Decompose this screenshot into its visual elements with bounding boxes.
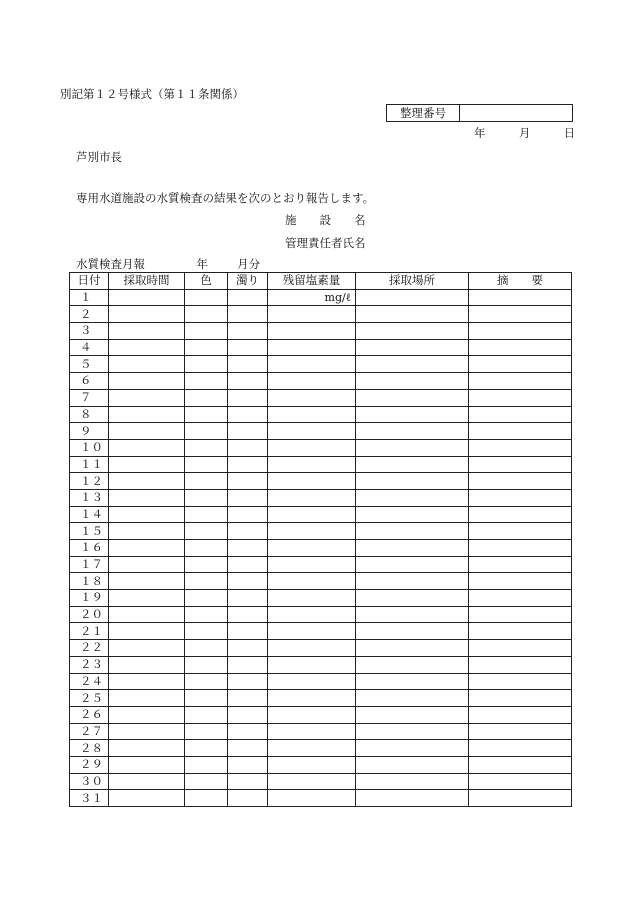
table-row — [70, 756, 572, 773]
day-number: ２１ — [70, 623, 109, 640]
color-cell[interactable] — [185, 623, 228, 640]
facility-name-label: 施 設 名 — [285, 213, 366, 227]
table-row — [70, 389, 572, 406]
header-turbidity: 濁り — [228, 273, 268, 290]
remarks-cell[interactable] — [469, 690, 572, 707]
sampling-time-cell[interactable] — [109, 506, 185, 523]
day-number: １６ — [70, 540, 109, 557]
residual-chlorine-cell[interactable] — [268, 339, 356, 356]
residual-chlorine-cell[interactable] — [268, 389, 356, 406]
day-number: ６ — [70, 373, 109, 390]
turbidity-cell[interactable] — [228, 523, 268, 540]
sampling-time-cell[interactable] — [109, 623, 185, 640]
day-number: ４ — [70, 339, 109, 356]
manager-name-label: 管理責任者氏名 — [285, 236, 366, 250]
day-number: １２ — [70, 473, 109, 490]
turbidity-cell[interactable] — [228, 773, 268, 790]
turbidity-cell[interactable] — [228, 439, 268, 456]
turbidity-cell[interactable] — [228, 606, 268, 623]
day-number: ２９ — [70, 756, 109, 773]
color-cell[interactable] — [185, 640, 228, 657]
table-row — [70, 573, 572, 590]
sampling-location-cell[interactable] — [356, 656, 469, 673]
sampling-time-cell[interactable] — [109, 740, 185, 757]
remarks-cell[interactable] — [469, 623, 572, 640]
sampling-location-cell[interactable] — [356, 389, 469, 406]
day-number: ９ — [70, 423, 109, 440]
table-row — [70, 690, 572, 707]
sampling-location-cell[interactable] — [356, 540, 469, 557]
remarks-cell[interactable] — [469, 356, 572, 373]
addressee: 芦別市長 — [76, 150, 122, 164]
table-row — [70, 506, 572, 523]
sampling-location-cell[interactable] — [356, 456, 469, 473]
sampling-time-cell[interactable] — [109, 573, 185, 590]
residual-chlorine-cell[interactable] — [268, 373, 356, 390]
sampling-time-cell[interactable] — [109, 389, 185, 406]
day-number: ５ — [70, 356, 109, 373]
sampling-time-cell[interactable] — [109, 323, 185, 340]
table-row — [70, 673, 572, 690]
day-number: １８ — [70, 573, 109, 590]
color-cell[interactable] — [185, 506, 228, 523]
residual-chlorine-cell[interactable] — [268, 439, 356, 456]
color-cell[interactable] — [185, 389, 228, 406]
turbidity-cell[interactable] — [228, 706, 268, 723]
remarks-cell[interactable] — [469, 740, 572, 757]
day-number: ３１ — [70, 790, 109, 807]
residual-chlorine-cell[interactable] — [268, 790, 356, 807]
report-title — [76, 256, 260, 272]
sampling-location-cell[interactable] — [356, 489, 469, 506]
sampling-time-cell[interactable] — [109, 606, 185, 623]
remarks-cell[interactable] — [469, 656, 572, 673]
date-line — [474, 125, 575, 141]
color-cell[interactable] — [185, 323, 228, 340]
sampling-time-cell[interactable] — [109, 640, 185, 657]
day-number: ７ — [70, 389, 109, 406]
sampling-time-cell[interactable] — [109, 306, 185, 323]
sampling-time-cell[interactable] — [109, 356, 185, 373]
color-cell[interactable] — [185, 590, 228, 607]
sampling-time-cell[interactable] — [109, 373, 185, 390]
turbidity-cell[interactable] — [228, 673, 268, 690]
day-number: ２５ — [70, 690, 109, 707]
remarks-cell[interactable] — [469, 540, 572, 557]
remarks-cell[interactable] — [469, 339, 572, 356]
table-row — [70, 556, 572, 573]
turbidity-cell[interactable] — [228, 590, 268, 607]
turbidity-cell[interactable] — [228, 306, 268, 323]
sampling-time-cell[interactable] — [109, 406, 185, 423]
color-cell[interactable] — [185, 690, 228, 707]
sampling-location-cell[interactable] — [356, 306, 469, 323]
sampling-time-cell[interactable] — [109, 439, 185, 456]
turbidity-cell[interactable] — [228, 473, 268, 490]
sampling-location-cell[interactable] — [356, 673, 469, 690]
turbidity-cell[interactable] — [228, 540, 268, 557]
residual-chlorine-cell[interactable] — [268, 573, 356, 590]
sampling-time-cell[interactable] — [109, 673, 185, 690]
table-row — [70, 656, 572, 673]
remarks-cell[interactable] — [469, 439, 572, 456]
residual-chlorine-cell[interactable] — [268, 356, 356, 373]
turbidity-cell[interactable] — [228, 389, 268, 406]
table-row — [70, 590, 572, 607]
registration-number-label: 整理番号 — [387, 105, 460, 122]
color-cell[interactable] — [185, 439, 228, 456]
residual-chlorine-cell[interactable] — [268, 489, 356, 506]
residual-chlorine-cell[interactable] — [268, 406, 356, 423]
turbidity-cell[interactable] — [228, 506, 268, 523]
color-cell[interactable] — [185, 423, 228, 440]
color-cell[interactable] — [185, 606, 228, 623]
table-row — [70, 489, 572, 506]
report-title-label: 水質検査月報 — [76, 257, 145, 271]
report-year-label: 年 — [196, 257, 208, 271]
sampling-time-cell[interactable] — [109, 473, 185, 490]
day-number: １１ — [70, 456, 109, 473]
header-sampling-location: 採取場所 — [356, 273, 469, 290]
remarks-cell[interactable] — [469, 606, 572, 623]
day-number: ２ — [70, 306, 109, 323]
sampling-location-cell[interactable] — [356, 289, 469, 306]
color-cell[interactable] — [185, 673, 228, 690]
sampling-location-cell[interactable] — [356, 640, 469, 657]
color-cell[interactable] — [185, 556, 228, 573]
sampling-location-cell[interactable] — [356, 740, 469, 757]
sampling-location-cell[interactable] — [356, 406, 469, 423]
day-number: １４ — [70, 506, 109, 523]
header-date: 日付 — [70, 273, 109, 290]
remarks-cell[interactable] — [469, 506, 572, 523]
color-cell[interactable] — [185, 289, 228, 306]
registration-number-field[interactable] — [460, 105, 573, 122]
sampling-location-cell[interactable] — [356, 573, 469, 590]
sampling-location-cell[interactable] — [356, 723, 469, 740]
residual-chlorine-cell[interactable] — [268, 706, 356, 723]
header-color: 色 — [185, 273, 228, 290]
day-number: １ — [70, 289, 109, 306]
sampling-time-cell[interactable] — [109, 339, 185, 356]
remarks-cell[interactable] — [469, 573, 572, 590]
table-row — [70, 339, 572, 356]
residual-chlorine-cell[interactable] — [268, 606, 356, 623]
day-number: ２８ — [70, 740, 109, 757]
sampling-time-cell[interactable] — [109, 540, 185, 557]
turbidity-cell[interactable] — [228, 640, 268, 657]
remarks-cell[interactable] — [469, 489, 572, 506]
residual-chlorine-cell[interactable] — [268, 690, 356, 707]
remarks-cell[interactable] — [469, 706, 572, 723]
color-cell[interactable] — [185, 740, 228, 757]
turbidity-cell[interactable] — [228, 406, 268, 423]
color-cell[interactable] — [185, 373, 228, 390]
table-row — [70, 740, 572, 757]
color-cell[interactable] — [185, 356, 228, 373]
day-number: ３０ — [70, 773, 109, 790]
registration-number-box — [386, 104, 573, 122]
table-row — [70, 723, 572, 740]
residual-chlorine-unit: mg/ℓ — [268, 289, 356, 306]
color-cell[interactable] — [185, 540, 228, 557]
remarks-cell[interactable] — [469, 323, 572, 340]
day-number: ８ — [70, 406, 109, 423]
sampling-location-cell[interactable] — [356, 690, 469, 707]
sampling-time-cell[interactable] — [109, 690, 185, 707]
sampling-location-cell[interactable] — [356, 756, 469, 773]
color-cell[interactable] — [185, 573, 228, 590]
header-remarks: 摘 要 — [469, 273, 572, 290]
residual-chlorine-cell[interactable] — [268, 506, 356, 523]
remarks-cell[interactable] — [469, 389, 572, 406]
turbidity-cell[interactable] — [228, 323, 268, 340]
day-number: ２３ — [70, 656, 109, 673]
table-header-row — [70, 273, 572, 290]
sampling-location-cell[interactable] — [356, 473, 469, 490]
sampling-time-cell[interactable] — [109, 756, 185, 773]
day-number: ２７ — [70, 723, 109, 740]
turbidity-cell[interactable] — [228, 456, 268, 473]
day-number: ３ — [70, 323, 109, 340]
table-row — [70, 323, 572, 340]
turbidity-cell[interactable] — [228, 489, 268, 506]
residual-chlorine-cell[interactable] — [268, 323, 356, 340]
turbidity-cell[interactable] — [228, 756, 268, 773]
color-cell[interactable] — [185, 723, 228, 740]
remarks-cell[interactable] — [469, 773, 572, 790]
table-row — [70, 706, 572, 723]
turbidity-cell[interactable] — [228, 373, 268, 390]
sampling-location-cell[interactable] — [356, 373, 469, 390]
table-row — [70, 640, 572, 657]
remarks-cell[interactable] — [469, 590, 572, 607]
table-row — [70, 790, 572, 807]
color-cell[interactable] — [185, 306, 228, 323]
sampling-time-cell[interactable] — [109, 590, 185, 607]
month-label: 月 — [518, 126, 531, 140]
color-cell[interactable] — [185, 406, 228, 423]
sampling-time-cell[interactable] — [109, 423, 185, 440]
sampling-time-cell[interactable] — [109, 706, 185, 723]
remarks-cell[interactable] — [469, 790, 572, 807]
sampling-location-cell[interactable] — [356, 556, 469, 573]
remarks-cell[interactable] — [469, 640, 572, 657]
remarks-cell[interactable] — [469, 423, 572, 440]
table-row — [70, 306, 572, 323]
color-cell[interactable] — [185, 756, 228, 773]
sampling-location-cell[interactable] — [356, 506, 469, 523]
residual-chlorine-cell[interactable] — [268, 623, 356, 640]
turbidity-cell[interactable] — [228, 740, 268, 757]
sampling-location-cell[interactable] — [356, 439, 469, 456]
residual-chlorine-cell[interactable] — [268, 473, 356, 490]
turbidity-cell[interactable] — [228, 289, 268, 306]
table-row — [70, 606, 572, 623]
sampling-location-cell[interactable] — [356, 339, 469, 356]
sampling-time-cell[interactable] — [109, 556, 185, 573]
table-row — [70, 356, 572, 373]
sampling-time-cell[interactable] — [109, 790, 185, 807]
table-row — [70, 523, 572, 540]
sampling-location-cell[interactable] — [356, 790, 469, 807]
color-cell[interactable] — [185, 656, 228, 673]
residual-chlorine-cell[interactable] — [268, 523, 356, 540]
turbidity-cell[interactable] — [228, 339, 268, 356]
day-number: ２０ — [70, 606, 109, 623]
table-row — [70, 423, 572, 440]
color-cell[interactable] — [185, 773, 228, 790]
table-row — [70, 373, 572, 390]
remarks-cell[interactable] — [469, 456, 572, 473]
sampling-time-cell[interactable] — [109, 723, 185, 740]
color-cell[interactable] — [185, 790, 228, 807]
table-row — [70, 289, 572, 306]
remarks-cell[interactable] — [469, 556, 572, 573]
header-residual-chlorine: 残留塩素量 — [268, 273, 356, 290]
remarks-cell[interactable] — [469, 756, 572, 773]
remarks-cell[interactable] — [469, 289, 572, 306]
day-number: １９ — [70, 590, 109, 607]
residual-chlorine-cell[interactable] — [268, 773, 356, 790]
turbidity-cell[interactable] — [228, 423, 268, 440]
color-cell[interactable] — [185, 489, 228, 506]
sampling-location-cell[interactable] — [356, 323, 469, 340]
residual-chlorine-cell[interactable] — [268, 673, 356, 690]
residual-chlorine-cell[interactable] — [268, 740, 356, 757]
day-number: ２４ — [70, 673, 109, 690]
color-cell[interactable] — [185, 339, 228, 356]
color-cell[interactable] — [185, 456, 228, 473]
color-cell[interactable] — [185, 523, 228, 540]
color-cell[interactable] — [185, 473, 228, 490]
sampling-time-cell[interactable] — [109, 456, 185, 473]
sampling-location-cell[interactable] — [356, 773, 469, 790]
residual-chlorine-cell[interactable] — [268, 756, 356, 773]
sampling-time-cell[interactable] — [109, 523, 185, 540]
remarks-cell[interactable] — [469, 673, 572, 690]
residual-chlorine-cell[interactable] — [268, 556, 356, 573]
residual-chlorine-cell[interactable] — [268, 723, 356, 740]
remarks-cell[interactable] — [469, 306, 572, 323]
turbidity-cell[interactable] — [228, 723, 268, 740]
residual-chlorine-cell[interactable] — [268, 423, 356, 440]
sampling-location-cell[interactable] — [356, 623, 469, 640]
form-label: 別記第１２号様式（第１１条関係） — [60, 87, 244, 101]
year-label: 年 — [474, 126, 486, 140]
day-number: １７ — [70, 556, 109, 573]
water-quality-table — [69, 272, 572, 807]
remarks-cell[interactable] — [469, 723, 572, 740]
day-number: １３ — [70, 489, 109, 506]
turbidity-cell[interactable] — [228, 556, 268, 573]
day-number: ２２ — [70, 640, 109, 657]
sampling-location-cell[interactable] — [356, 590, 469, 607]
sampling-time-cell[interactable] — [109, 489, 185, 506]
remarks-cell[interactable] — [469, 523, 572, 540]
turbidity-cell[interactable] — [228, 573, 268, 590]
residual-chlorine-cell[interactable] — [268, 640, 356, 657]
sampling-location-cell[interactable] — [356, 423, 469, 440]
day-label: 日 — [563, 126, 576, 140]
residual-chlorine-cell[interactable] — [268, 540, 356, 557]
table-row — [70, 456, 572, 473]
residual-chlorine-cell[interactable] — [268, 590, 356, 607]
table-row — [70, 773, 572, 790]
sampling-time-cell[interactable] — [109, 656, 185, 673]
turbidity-cell[interactable] — [228, 356, 268, 373]
turbidity-cell[interactable] — [228, 790, 268, 807]
sampling-location-cell[interactable] — [356, 523, 469, 540]
color-cell[interactable] — [185, 706, 228, 723]
day-number: １５ — [70, 523, 109, 540]
table-row — [70, 540, 572, 557]
residual-chlorine-cell[interactable] — [268, 456, 356, 473]
remarks-cell[interactable] — [469, 373, 572, 390]
day-number: １０ — [70, 439, 109, 456]
table-row — [70, 623, 572, 640]
report-statement: 専用水道施設の水質検査の結果を次のとおり報告します。 — [76, 191, 375, 205]
residual-chlorine-cell[interactable] — [268, 656, 356, 673]
remarks-cell[interactable] — [469, 406, 572, 423]
turbidity-cell[interactable] — [228, 656, 268, 673]
remarks-cell[interactable] — [469, 473, 572, 490]
day-number: ２６ — [70, 706, 109, 723]
sampling-time-cell[interactable] — [109, 773, 185, 790]
table-row — [70, 473, 572, 490]
turbidity-cell[interactable] — [228, 623, 268, 640]
table-row — [70, 439, 572, 456]
header-sampling-time: 採取時間 — [109, 273, 185, 290]
sampling-time-cell[interactable] — [109, 289, 185, 306]
residual-chlorine-cell[interactable] — [268, 306, 356, 323]
sampling-location-cell[interactable] — [356, 356, 469, 373]
table-row — [70, 406, 572, 423]
turbidity-cell[interactable] — [228, 690, 268, 707]
report-month-label: 月分 — [237, 257, 261, 271]
sampling-location-cell[interactable] — [356, 606, 469, 623]
sampling-location-cell[interactable] — [356, 706, 469, 723]
